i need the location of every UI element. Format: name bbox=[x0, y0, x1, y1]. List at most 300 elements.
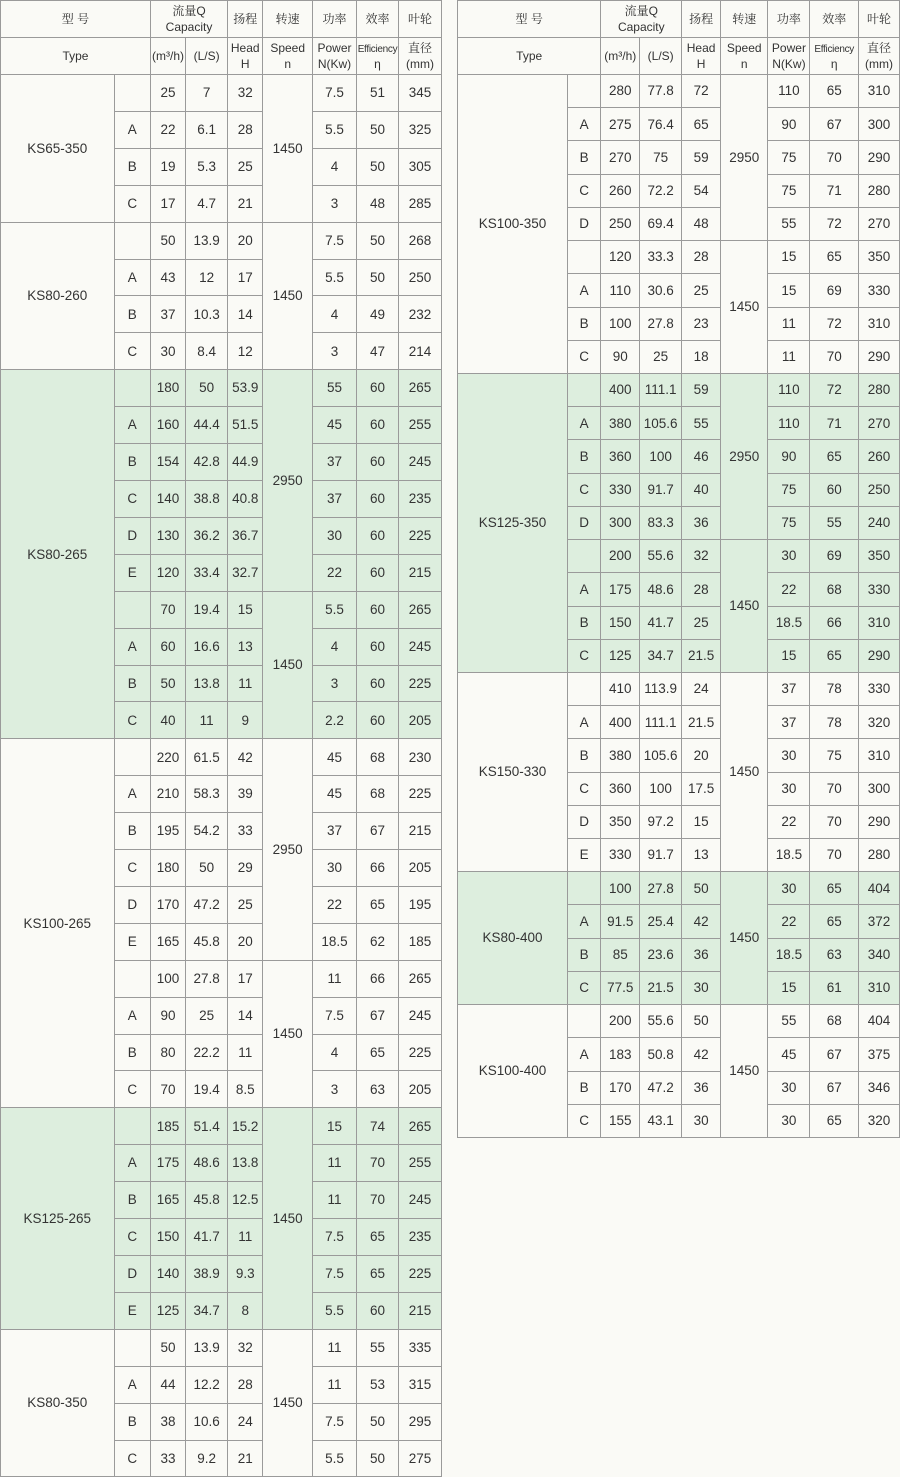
table-row bbox=[1, 370, 442, 407]
impeller-diameter-cell: 300 bbox=[858, 108, 899, 141]
impeller-diameter-cell: 205 bbox=[398, 702, 441, 739]
head-cell: 15 bbox=[682, 805, 721, 838]
power-cell: 75 bbox=[768, 141, 810, 174]
capacity-header: 流量Q Capacity bbox=[150, 1, 227, 38]
power-cell: 30 bbox=[312, 850, 356, 887]
flow-m3h-cell: 77.5 bbox=[601, 971, 640, 1004]
variant-cell bbox=[114, 75, 150, 112]
flow-ls-cell: 111.1 bbox=[640, 373, 682, 406]
head-cell: 28 bbox=[682, 573, 721, 606]
head-cell: 24 bbox=[228, 1403, 263, 1440]
efficiency-header-en bbox=[357, 38, 399, 75]
variant-cell: A bbox=[567, 407, 600, 440]
head-cell: 15.2 bbox=[228, 1108, 263, 1145]
flow-ls-cell: 4.7 bbox=[186, 185, 228, 222]
variant-cell: A bbox=[114, 407, 150, 444]
impeller-diameter-cell: 310 bbox=[858, 739, 899, 772]
flow-ls-cell: 34.7 bbox=[640, 639, 682, 672]
impeller-diameter-cell: 280 bbox=[858, 373, 899, 406]
flow-ls-cell: 83.3 bbox=[640, 506, 682, 539]
efficiency-cell: 60 bbox=[357, 554, 399, 591]
impeller-diameter-cell: 240 bbox=[858, 506, 899, 539]
model-cell: KS65-350 bbox=[1, 75, 115, 223]
head-cell: 21 bbox=[228, 1440, 263, 1477]
efficiency-cell: 60 bbox=[357, 628, 399, 665]
impeller-diameter-cell: 215 bbox=[398, 813, 441, 850]
variant-cell bbox=[114, 1329, 150, 1366]
flow-m3h-cell: 85 bbox=[601, 938, 640, 971]
head-header-en bbox=[682, 38, 721, 75]
variant-cell: B bbox=[567, 938, 600, 971]
flow-m3h-cell: 275 bbox=[601, 108, 640, 141]
impeller-header-en bbox=[858, 38, 899, 75]
flow-ls-cell: 38.8 bbox=[186, 480, 228, 517]
efficiency-header-cn: 效率 bbox=[810, 1, 859, 38]
efficiency-cell: 50 bbox=[357, 259, 399, 296]
impeller-diameter-cell: 255 bbox=[398, 407, 441, 444]
flow-m3h-cell: 250 bbox=[601, 207, 640, 240]
head-cell: 40 bbox=[682, 473, 721, 506]
flow-m3h-cell: 150 bbox=[601, 606, 640, 639]
flow-ls-cell: 13.8 bbox=[186, 665, 228, 702]
flow-m3h-cell: 380 bbox=[601, 739, 640, 772]
flow-ls-cell: 33.4 bbox=[186, 554, 228, 591]
power-header-cn: 功率 bbox=[312, 1, 356, 38]
power-label: Power bbox=[317, 40, 352, 55]
impeller-diameter-cell: 265 bbox=[398, 591, 441, 628]
efficiency-cell: 75 bbox=[810, 739, 859, 772]
impeller-header-cn: 叶轮 bbox=[858, 1, 899, 38]
efficiency-cell: 65 bbox=[357, 1256, 399, 1293]
head-cell: 32 bbox=[228, 1329, 263, 1366]
variant-cell: B bbox=[567, 307, 600, 340]
flow-ls-cell: 61.5 bbox=[186, 739, 228, 776]
flow-m3h-cell: 180 bbox=[150, 370, 185, 407]
efficiency-symbol: η bbox=[374, 57, 381, 72]
variant-cell bbox=[567, 672, 600, 705]
impeller-diameter-cell: 250 bbox=[858, 473, 899, 506]
power-cell: 7.5 bbox=[312, 1403, 356, 1440]
variant-cell: C bbox=[567, 473, 600, 506]
flow-ls-cell: 9.2 bbox=[186, 1440, 228, 1477]
model-cell: KS80-265 bbox=[1, 370, 115, 739]
variant-cell: A bbox=[567, 706, 600, 739]
efficiency-cell: 70 bbox=[810, 141, 859, 174]
flow-m3h-cell: 19 bbox=[150, 148, 185, 185]
impeller-diameter-cell: 235 bbox=[398, 480, 441, 517]
flow-ls-cell: 44.4 bbox=[186, 407, 228, 444]
variant-cell: A bbox=[567, 905, 600, 938]
impeller-diameter-cell: 290 bbox=[858, 639, 899, 672]
power-cell: 3 bbox=[312, 333, 356, 370]
impeller-diameter-cell: 245 bbox=[398, 997, 441, 1034]
efficiency-cell: 50 bbox=[357, 111, 399, 148]
flow-ls-cell: 54.2 bbox=[186, 813, 228, 850]
head-cell: 50 bbox=[682, 872, 721, 905]
flow-m3h-cell: 180 bbox=[150, 850, 185, 887]
head-cell: 36.7 bbox=[228, 517, 263, 554]
impeller-diameter-cell: 346 bbox=[858, 1071, 899, 1104]
power-cell: 75 bbox=[768, 174, 810, 207]
flow-m3h-cell: 50 bbox=[150, 222, 185, 259]
impeller-diameter-cell: 245 bbox=[398, 444, 441, 481]
efficiency-cell: 60 bbox=[357, 1292, 399, 1329]
flow-m3h-cell: 165 bbox=[150, 1182, 185, 1219]
flow-m3h-cell: 270 bbox=[601, 141, 640, 174]
variant-cell: B bbox=[567, 1071, 600, 1104]
power-cell: 3 bbox=[312, 185, 356, 222]
power-cell: 15 bbox=[768, 639, 810, 672]
power-cell: 11 bbox=[312, 960, 356, 997]
impeller-label: 直径 bbox=[866, 40, 891, 55]
efficiency-cell: 65 bbox=[810, 75, 859, 108]
power-cell: 7.5 bbox=[312, 997, 356, 1034]
power-cell: 5.5 bbox=[312, 1292, 356, 1329]
head-cell: 46 bbox=[682, 440, 721, 473]
power-cell: 55 bbox=[768, 207, 810, 240]
power-cell: 22 bbox=[768, 805, 810, 838]
variant-cell: C bbox=[114, 333, 150, 370]
flow-m3h-cell: 175 bbox=[601, 573, 640, 606]
efficiency-cell: 65 bbox=[357, 1219, 399, 1256]
flow-m3h-cell: 130 bbox=[150, 517, 185, 554]
table-row bbox=[1, 1108, 442, 1145]
flow-ls-cell: 47.2 bbox=[186, 886, 228, 923]
power-cell: 11 bbox=[312, 1329, 356, 1366]
impeller-diameter-cell: 215 bbox=[398, 1292, 441, 1329]
flow-m3h-cell: 90 bbox=[150, 997, 185, 1034]
flow-ls-cell: 16.6 bbox=[186, 628, 228, 665]
power-cell: 37 bbox=[312, 813, 356, 850]
efficiency-cell: 68 bbox=[810, 573, 859, 606]
power-cell: 11 bbox=[312, 1366, 356, 1403]
flow-m3h-cell: 110 bbox=[601, 274, 640, 307]
impeller-diameter-cell: 185 bbox=[398, 923, 441, 960]
efficiency-cell: 70 bbox=[357, 1145, 399, 1182]
head-cell: 33 bbox=[228, 813, 263, 850]
variant-cell: C bbox=[114, 850, 150, 887]
flow-ls-cell: 105.6 bbox=[640, 407, 682, 440]
power-cell: 15 bbox=[768, 274, 810, 307]
flow-m3h-cell: 70 bbox=[150, 591, 185, 628]
efficiency-cell: 68 bbox=[810, 1005, 859, 1038]
efficiency-cell: 55 bbox=[357, 1329, 399, 1366]
variant-cell bbox=[567, 1005, 600, 1038]
table-row bbox=[458, 1005, 900, 1038]
flow-m3h-cell: 90 bbox=[601, 340, 640, 373]
variant-cell: C bbox=[114, 1440, 150, 1477]
impeller-diameter-cell: 404 bbox=[858, 1005, 899, 1038]
variant-cell: C bbox=[567, 174, 600, 207]
flow-ls-cell: 23.6 bbox=[640, 938, 682, 971]
head-cell: 20 bbox=[228, 923, 263, 960]
type-header-cn: 型 号 bbox=[458, 1, 601, 38]
power-cell: 22 bbox=[312, 886, 356, 923]
flow-m3h-cell: 30 bbox=[150, 333, 185, 370]
flow-ls-cell: 13.9 bbox=[186, 1329, 228, 1366]
flow-ls-cell: 8.4 bbox=[186, 333, 228, 370]
efficiency-cell: 66 bbox=[357, 960, 399, 997]
head-cell: 30 bbox=[682, 1104, 721, 1137]
head-cell: 32 bbox=[228, 75, 263, 112]
head-header-en bbox=[228, 38, 263, 75]
efficiency-cell: 67 bbox=[810, 108, 859, 141]
flow-m3h-cell: 280 bbox=[601, 75, 640, 108]
efficiency-cell: 65 bbox=[810, 872, 859, 905]
flow-m3h-cell: 360 bbox=[601, 440, 640, 473]
efficiency-label: Efficiency bbox=[814, 43, 855, 55]
impeller-diameter-cell: 280 bbox=[858, 174, 899, 207]
efficiency-cell: 72 bbox=[810, 307, 859, 340]
efficiency-cell: 60 bbox=[357, 480, 399, 517]
power-cell: 5.5 bbox=[312, 1440, 356, 1477]
efficiency-cell: 68 bbox=[357, 739, 399, 776]
impeller-diameter-cell: 225 bbox=[398, 1256, 441, 1293]
flow-ls-cell: 97.2 bbox=[640, 805, 682, 838]
flow-m3h-cell: 175 bbox=[150, 1145, 185, 1182]
efficiency-cell: 67 bbox=[357, 997, 399, 1034]
power-cell: 4 bbox=[312, 628, 356, 665]
variant-cell bbox=[567, 540, 600, 573]
flow-ls-cell: 113.9 bbox=[640, 672, 682, 705]
variant-cell: E bbox=[567, 839, 600, 872]
flow-m3h-cell: 50 bbox=[150, 1329, 185, 1366]
head-cell: 8 bbox=[228, 1292, 263, 1329]
flow-ls-cell: 100 bbox=[640, 440, 682, 473]
impeller-diameter-cell: 345 bbox=[398, 75, 441, 112]
speed-cell: 1450 bbox=[721, 672, 768, 871]
variant-cell: D bbox=[114, 517, 150, 554]
speed-cell: 2950 bbox=[721, 373, 768, 539]
speed-cell: 2950 bbox=[263, 739, 313, 960]
flow-ls-cell: 27.8 bbox=[640, 307, 682, 340]
power-header-cn: 功率 bbox=[768, 1, 810, 38]
flow-m3h-cell: 91.5 bbox=[601, 905, 640, 938]
model-cell: KS100-265 bbox=[1, 739, 115, 1108]
flow-m3h-cell: 140 bbox=[150, 480, 185, 517]
impeller-diameter-cell: 265 bbox=[398, 1108, 441, 1145]
power-cell: 3 bbox=[312, 1071, 356, 1108]
variant-cell: B bbox=[567, 141, 600, 174]
flow-ls-cell: 36.2 bbox=[186, 517, 228, 554]
impeller-diameter-cell: 280 bbox=[858, 839, 899, 872]
impeller-label: 直径 bbox=[407, 40, 432, 55]
impeller-diameter-cell: 404 bbox=[858, 872, 899, 905]
variant-cell bbox=[567, 241, 600, 274]
type-header-cn: 型 号 bbox=[1, 1, 151, 38]
table-row bbox=[1, 75, 442, 112]
flow-m3h-cell: 40 bbox=[150, 702, 185, 739]
flow-ls-cell: 50 bbox=[186, 850, 228, 887]
power-cell: 5.5 bbox=[312, 111, 356, 148]
efficiency-cell: 60 bbox=[357, 517, 399, 554]
head-cell: 42 bbox=[682, 1038, 721, 1071]
impeller-header-en bbox=[398, 38, 441, 75]
power-cell: 110 bbox=[768, 373, 810, 406]
impeller-diameter-cell: 305 bbox=[398, 148, 441, 185]
flow-ls-cell: 111.1 bbox=[640, 706, 682, 739]
efficiency-header-en bbox=[810, 38, 859, 75]
flow-m3h-cell: 100 bbox=[601, 872, 640, 905]
variant-cell: B bbox=[114, 1034, 150, 1071]
flow-ls-cell: 45.8 bbox=[186, 923, 228, 960]
head-cell: 20 bbox=[228, 222, 263, 259]
efficiency-label: Efficiency bbox=[357, 43, 398, 55]
flow-ls-cell: 10.6 bbox=[186, 1403, 228, 1440]
flow-m3h-cell: 38 bbox=[150, 1403, 185, 1440]
head-symbol: H bbox=[696, 57, 706, 71]
speed-cell: 1450 bbox=[721, 540, 768, 673]
impeller-diameter-cell: 275 bbox=[398, 1440, 441, 1477]
variant-cell: B bbox=[114, 296, 150, 333]
flow-ls-cell: 27.8 bbox=[640, 872, 682, 905]
capacity-unit-m3h: (m³/h) bbox=[150, 38, 185, 75]
impeller-diameter-cell: 325 bbox=[398, 111, 441, 148]
variant-cell bbox=[114, 739, 150, 776]
flow-m3h-cell: 44 bbox=[150, 1366, 185, 1403]
variant-cell: A bbox=[114, 628, 150, 665]
impeller-diameter-cell: 300 bbox=[858, 772, 899, 805]
impeller-diameter-cell: 350 bbox=[858, 540, 899, 573]
table-row bbox=[458, 672, 900, 705]
flow-m3h-cell: 400 bbox=[601, 373, 640, 406]
impeller-diameter-cell: 350 bbox=[858, 241, 899, 274]
flow-m3h-cell: 165 bbox=[150, 923, 185, 960]
flow-ls-cell: 50.8 bbox=[640, 1038, 682, 1071]
flow-ls-cell: 22.2 bbox=[186, 1034, 228, 1071]
variant-cell: A bbox=[567, 573, 600, 606]
efficiency-cell: 67 bbox=[810, 1071, 859, 1104]
power-cell: 18.5 bbox=[768, 606, 810, 639]
power-cell: 2.2 bbox=[312, 702, 356, 739]
efficiency-cell: 71 bbox=[810, 407, 859, 440]
impeller-diameter-cell: 245 bbox=[398, 628, 441, 665]
efficiency-cell: 53 bbox=[357, 1366, 399, 1403]
flow-ls-cell: 5.3 bbox=[186, 148, 228, 185]
table-row bbox=[458, 872, 900, 905]
head-cell: 32.7 bbox=[228, 554, 263, 591]
head-cell: 9.3 bbox=[228, 1256, 263, 1293]
power-cell: 15 bbox=[768, 971, 810, 1004]
flow-ls-cell: 25 bbox=[640, 340, 682, 373]
head-cell: 18 bbox=[682, 340, 721, 373]
impeller-diameter-cell: 205 bbox=[398, 850, 441, 887]
flow-m3h-cell: 33 bbox=[150, 1440, 185, 1477]
variant-cell: A bbox=[114, 1145, 150, 1182]
efficiency-cell: 50 bbox=[357, 1403, 399, 1440]
flow-m3h-cell: 140 bbox=[150, 1256, 185, 1293]
power-cell: 5.5 bbox=[312, 591, 356, 628]
head-cell: 8.5 bbox=[228, 1071, 263, 1108]
variant-cell: A bbox=[567, 1038, 600, 1071]
head-cell: 12.5 bbox=[228, 1182, 263, 1219]
head-cell: 17.5 bbox=[682, 772, 721, 805]
impeller-diameter-cell: 225 bbox=[398, 776, 441, 813]
speed-cell: 1450 bbox=[263, 960, 313, 1108]
flow-ls-cell: 12 bbox=[186, 259, 228, 296]
impeller-diameter-cell: 265 bbox=[398, 960, 441, 997]
power-cell: 18.5 bbox=[768, 839, 810, 872]
efficiency-cell: 71 bbox=[810, 174, 859, 207]
power-cell: 30 bbox=[768, 772, 810, 805]
head-cell: 24 bbox=[682, 672, 721, 705]
flow-m3h-cell: 350 bbox=[601, 805, 640, 838]
variant-cell: B bbox=[114, 148, 150, 185]
flow-m3h-cell: 125 bbox=[601, 639, 640, 672]
variant-cell bbox=[114, 370, 150, 407]
flow-ls-cell: 33.3 bbox=[640, 241, 682, 274]
flow-ls-cell: 77.8 bbox=[640, 75, 682, 108]
impeller-diameter-cell: 335 bbox=[398, 1329, 441, 1366]
flow-m3h-cell: 220 bbox=[150, 739, 185, 776]
impeller-diameter-cell: 320 bbox=[858, 1104, 899, 1137]
head-cell: 21 bbox=[228, 185, 263, 222]
variant-cell: B bbox=[114, 444, 150, 481]
variant-cell: B bbox=[567, 606, 600, 639]
head-cell: 17 bbox=[228, 960, 263, 997]
head-cell: 25 bbox=[682, 606, 721, 639]
flow-ls-cell: 105.6 bbox=[640, 739, 682, 772]
head-cell: 15 bbox=[228, 591, 263, 628]
head-cell: 36 bbox=[682, 938, 721, 971]
variant-cell: D bbox=[567, 506, 600, 539]
efficiency-cell: 65 bbox=[810, 639, 859, 672]
power-cell: 45 bbox=[312, 776, 356, 813]
impeller-header-cn: 叶轮 bbox=[398, 1, 441, 38]
efficiency-cell: 67 bbox=[357, 813, 399, 850]
flow-m3h-cell: 185 bbox=[150, 1108, 185, 1145]
table-row bbox=[1, 222, 442, 259]
flow-m3h-cell: 100 bbox=[150, 960, 185, 997]
variant-cell: E bbox=[114, 1292, 150, 1329]
power-cell: 5.5 bbox=[312, 259, 356, 296]
flow-ls-cell: 91.7 bbox=[640, 473, 682, 506]
power-cell: 30 bbox=[768, 1071, 810, 1104]
flow-m3h-cell: 170 bbox=[150, 886, 185, 923]
impeller-diameter-cell: 250 bbox=[398, 259, 441, 296]
efficiency-cell: 65 bbox=[810, 241, 859, 274]
flow-m3h-cell: 37 bbox=[150, 296, 185, 333]
flow-ls-cell: 58.3 bbox=[186, 776, 228, 813]
efficiency-cell: 65 bbox=[357, 1034, 399, 1071]
head-cell: 11 bbox=[228, 1034, 263, 1071]
head-cell: 17 bbox=[228, 259, 263, 296]
impeller-diameter-cell: 310 bbox=[858, 606, 899, 639]
flow-ls-cell: 25 bbox=[186, 997, 228, 1034]
variant-cell: C bbox=[114, 1219, 150, 1256]
flow-m3h-cell: 17 bbox=[150, 185, 185, 222]
variant-cell: C bbox=[114, 185, 150, 222]
efficiency-cell: 63 bbox=[810, 938, 859, 971]
impeller-diameter-cell: 310 bbox=[858, 971, 899, 1004]
efficiency-cell: 65 bbox=[357, 886, 399, 923]
flow-m3h-cell: 120 bbox=[601, 241, 640, 274]
variant-cell bbox=[114, 1108, 150, 1145]
head-cell: 59 bbox=[682, 141, 721, 174]
variant-cell: C bbox=[567, 639, 600, 672]
power-header-en bbox=[312, 38, 356, 75]
power-cell: 7.5 bbox=[312, 222, 356, 259]
capacity-unit-m3h: (m³/h) bbox=[601, 38, 640, 75]
flow-ls-cell: 6.1 bbox=[186, 111, 228, 148]
efficiency-cell: 69 bbox=[810, 540, 859, 573]
power-unit: N(Kw) bbox=[317, 57, 352, 71]
flow-ls-cell: 7 bbox=[186, 75, 228, 112]
efficiency-cell: 65 bbox=[810, 1104, 859, 1137]
efficiency-cell: 60 bbox=[357, 591, 399, 628]
flow-ls-cell: 19.4 bbox=[186, 1071, 228, 1108]
flow-ls-cell: 27.8 bbox=[186, 960, 228, 997]
